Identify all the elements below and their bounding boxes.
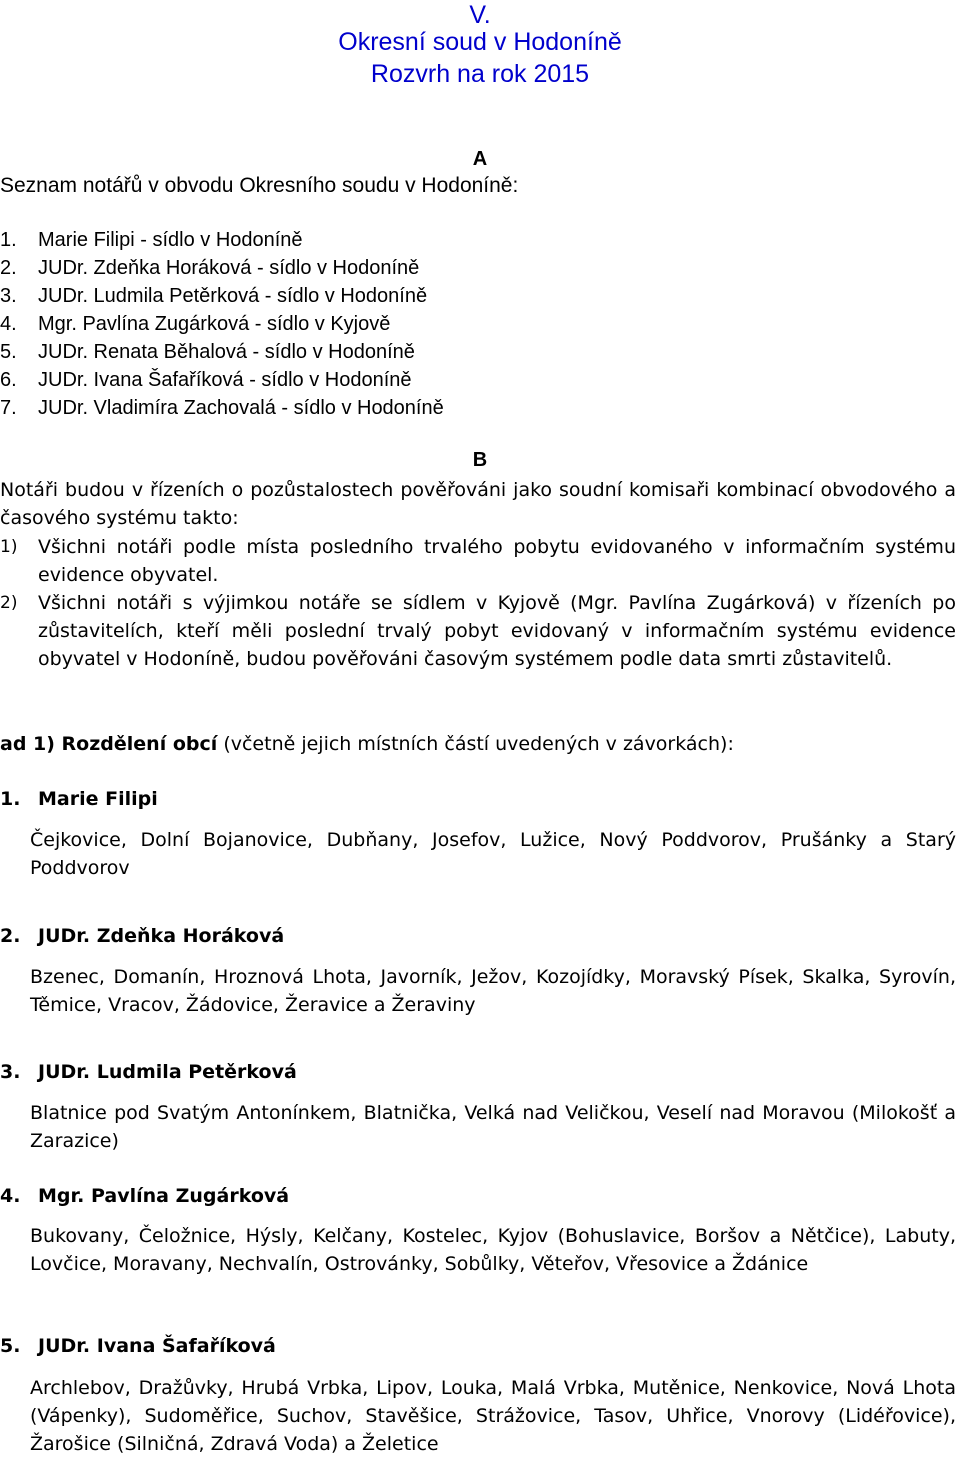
list-item-text: JUDr. Vladimíra Zachovalá - sídlo v Hodoníně	[38, 397, 444, 419]
notary-towns: Blatnice pod Svatým Antonínkem, Blatnička, Velká nad Veličkou, Veselí nad Moravou (Milokošť a Zarazice)	[30, 1102, 956, 1152]
notary-heading	[0, 785, 158, 813]
section-a-intro: Seznam notářů v obvodu Okresního soudu v Hodoníně:	[0, 174, 519, 197]
division-heading	[0, 730, 734, 758]
notary-name: JUDr. Zdeňka Horáková	[38, 925, 285, 947]
list-item-text: JUDr. Zdeňka Horáková - sídlo v Hodoníně	[38, 257, 420, 279]
list-item-number: 3.	[0, 285, 17, 307]
notary-number: 2.	[0, 925, 21, 947]
list-item-text: Mgr. Pavlína Zugárková - sídlo v Kyjově	[38, 313, 391, 335]
list-item-number: 6.	[0, 369, 17, 391]
notary-towns: Bukovany, Čeložnice, Hýsly, Kelčany, Kostelec, Kyjov (Bohuslavice, Boršov a Nětčice), Labuty, Lovčice, Moravany, Nechvalín, Ostrovánky, Sobůlky, Věteřov, Vřesovice a Ždánice	[30, 1225, 956, 1275]
section-b-letter: B	[472, 449, 488, 471]
notary-heading	[0, 1182, 289, 1210]
rule-1-text: Všichni notáři podle místa posledního trvalého pobytu evidovaného v informačním systému evidence obyvatel.	[38, 536, 956, 586]
list-item	[0, 227, 303, 253]
notary-number: 3.	[0, 1061, 21, 1083]
list-item	[0, 367, 412, 393]
list-item-number: 7.	[0, 397, 17, 419]
list-item	[0, 395, 444, 421]
notary-name: Marie Filipi	[38, 788, 158, 810]
schedule-title: Rozvrh na rok 2015	[370, 60, 590, 88]
notary-number: 1.	[0, 788, 21, 810]
list-item-number: 5.	[0, 341, 17, 363]
notary-heading	[0, 1058, 297, 1086]
court-title: Okresní soud v Hodoníně	[338, 28, 622, 56]
list-item-text: JUDr. Ivana Šafaříková - sídlo v Hodoníně	[38, 369, 412, 391]
roman-numeral: V.	[469, 1, 491, 29]
rule-1-number: 1)	[0, 537, 18, 557]
notary-towns: Archlebov, Dražůvky, Hrubá Vrbka, Lipov, Louka, Malá Vrbka, Mutěnice, Nenkovice, Nová Lhota (Vápenky), Sudoměřice, Suchov, Stavěšice, Strážovice, Tasov, Uhřice, Vnorovy (Lidéřovice), Žarošice (Silničná, Zdravá Voda) a Želetice	[30, 1377, 956, 1455]
rule-2-number: 2)	[0, 593, 18, 613]
rule-2-text: Všichni notáři s výjimkou notáře se sídlem v Kyjově (Mgr. Pavlína Zugárková) v řízeních po zůstavitelích, kteří měli poslední trvalý pobyt evidovaný v informačním systému evidence obyvatel v Hodoníně, budou pověřováni časovým systémem podle data smrti zůstavitelů.	[38, 592, 956, 670]
notary-number: 5.	[0, 1335, 21, 1357]
notary-name: JUDr. Ivana Šafaříková	[38, 1335, 276, 1357]
list-item-number: 1.	[0, 229, 17, 251]
list-item-text: JUDr. Renata Běhalová - sídlo v Hodoníně	[38, 341, 415, 363]
list-item	[0, 311, 390, 337]
list-item-number: 4.	[0, 313, 17, 335]
notary-towns: Bzenec, Domanín, Hroznová Lhota, Javorník, Ježov, Kozojídky, Moravský Písek, Skalka, Syrovín, Těmice, Vracov, Žádovice, Žeravice a Žeraviny	[30, 966, 956, 1016]
list-item-text: Marie Filipi - sídlo v Hodoníně	[38, 229, 303, 251]
notary-towns: Čejkovice, Dolní Bojanovice, Dubňany, Josefov, Lužice, Nový Poddvorov, Prušánky a Starý Poddvorov	[30, 829, 956, 879]
section-a-letter: A	[472, 148, 488, 170]
list-item	[0, 339, 415, 365]
section-b-intro: Notáři budou v řízeních o pozůstalostech pověřováni jako soudní komisaři kombinací obvodového a časového systému takto:	[0, 479, 956, 529]
notary-heading	[0, 922, 284, 950]
notary-name: JUDr. Ludmila Petěrková	[38, 1061, 297, 1083]
list-item-number: 2.	[0, 257, 17, 279]
division-heading-bold: ad 1) Rozdělení obcí	[0, 733, 218, 755]
notary-heading	[0, 1332, 276, 1360]
notary-number: 4.	[0, 1185, 21, 1207]
division-heading-rest: (včetně jejich místních částí uvedených v závorkách):	[217, 733, 734, 755]
notary-name: Mgr. Pavlína Zugárková	[38, 1185, 290, 1207]
list-item	[0, 255, 419, 281]
list-item-text: JUDr. Ludmila Petěrková - sídlo v Hodoníně	[38, 285, 428, 307]
list-item	[0, 283, 427, 309]
